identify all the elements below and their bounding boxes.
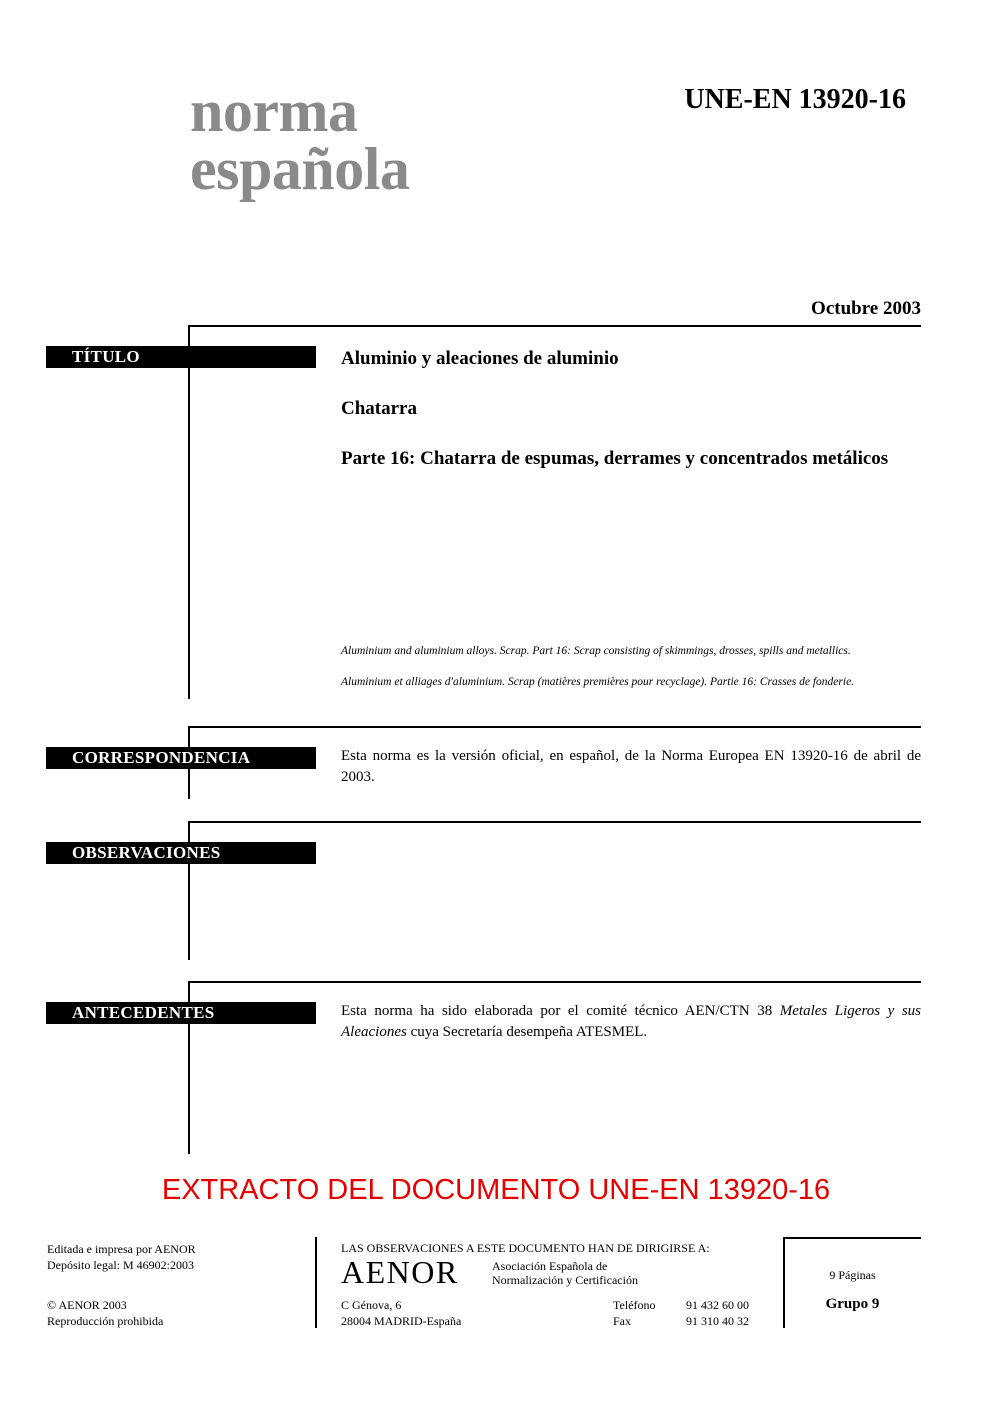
- section-label-correspondencia: CORRESPONDENCIA: [46, 747, 316, 769]
- footer-divider-left: [315, 1237, 317, 1328]
- footer-deposit: Depósito legal: M 46902:2003: [47, 1258, 194, 1272]
- association-line-1: Asociación Española de: [492, 1259, 608, 1273]
- aenor-logo: AENOR: [341, 1254, 459, 1290]
- phone-value: 91 432 60 00: [686, 1298, 749, 1312]
- title-french: Aluminium et alliages d'aluminium. Scrap (matières premières pour recyclage). Partie 16: Crasses de fonderie.: [341, 676, 855, 688]
- page-count: 9 Páginas: [829, 1268, 876, 1282]
- antecedentes-text-end: cuya Secretaría desempeña ATESMEL.: [406, 1024, 648, 1040]
- antecedentes-text: [341, 1001, 921, 1043]
- divider-titulo: [189, 325, 921, 327]
- title-line-1: Aluminio y aleaciones de aluminio: [341, 348, 619, 369]
- section-label-titulo: TÍTULO: [46, 346, 316, 368]
- antecedentes-committee-name: Metales Ligeros y sus Aleaciones: [341, 1003, 921, 1040]
- footer-box-top: [784, 1237, 921, 1239]
- brand-line-1: norma: [190, 78, 358, 144]
- footer-observations-heading: LAS OBSERVACIONES A ESTE DOCUMENTO HAN DE DIRIGIRSE A:: [341, 1241, 710, 1255]
- fax-label: Fax: [613, 1314, 631, 1328]
- contact-values: [686, 1297, 749, 1329]
- fax-value: 91 310 40 32: [686, 1314, 749, 1328]
- association-line-2: Normalización y Certificación: [492, 1273, 638, 1287]
- footer-copyright: © AENOR 2003: [47, 1298, 127, 1312]
- address-city: 28004 MADRID-España: [341, 1314, 462, 1328]
- standard-code: UNE-EN 13920-16: [684, 84, 906, 115]
- correspondencia-text: Esta norma es la versión oficial, en español, de la Norma Europea EN 13920-16 de abril de 2003.: [341, 748, 921, 785]
- title-line-2: Chatarra: [341, 398, 417, 419]
- phone-label: Teléfono: [613, 1298, 656, 1312]
- divider-correspondencia: [189, 726, 921, 728]
- title-line-3: Parte 16: Chatarra de espumas, derrames y concentrados metálicos: [341, 448, 889, 469]
- association-name: [492, 1259, 638, 1287]
- footer-reproduction: Reproducción prohibida: [47, 1314, 164, 1328]
- footer-copyright-block: [47, 1297, 163, 1329]
- address-street: C Génova, 6: [341, 1298, 402, 1312]
- brand-title: [190, 78, 410, 202]
- price-group: Grupo 9: [825, 1296, 880, 1312]
- contact-labels: [613, 1297, 655, 1329]
- footer-edition: [47, 1241, 196, 1273]
- section-label-antecedentes: ANTECEDENTES: [46, 1002, 316, 1024]
- vertical-rule-titulo: [188, 325, 190, 699]
- divider-observaciones: [189, 821, 921, 823]
- aenor-address: [341, 1297, 461, 1329]
- footer-edited: Editada e impresa por AENOR: [47, 1242, 196, 1256]
- brand-line-2: española: [190, 136, 410, 202]
- extract-notice: EXTRACTO DEL DOCUMENTO UNE-EN 13920-16: [161, 1174, 831, 1206]
- antecedentes-text-start: Esta norma ha sido elaborada por el comité técnico AEN/CTN 38: [341, 1003, 780, 1019]
- section-label-observaciones: OBSERVACIONES: [46, 842, 316, 864]
- divider-antecedentes: [189, 981, 921, 983]
- title-english: Aluminium and aluminium alloys. Scrap. Part 16: Scrap consisting of skimmings, drosses, spills and metallics.: [341, 645, 851, 657]
- publication-date: Octubre 2003: [811, 298, 921, 319]
